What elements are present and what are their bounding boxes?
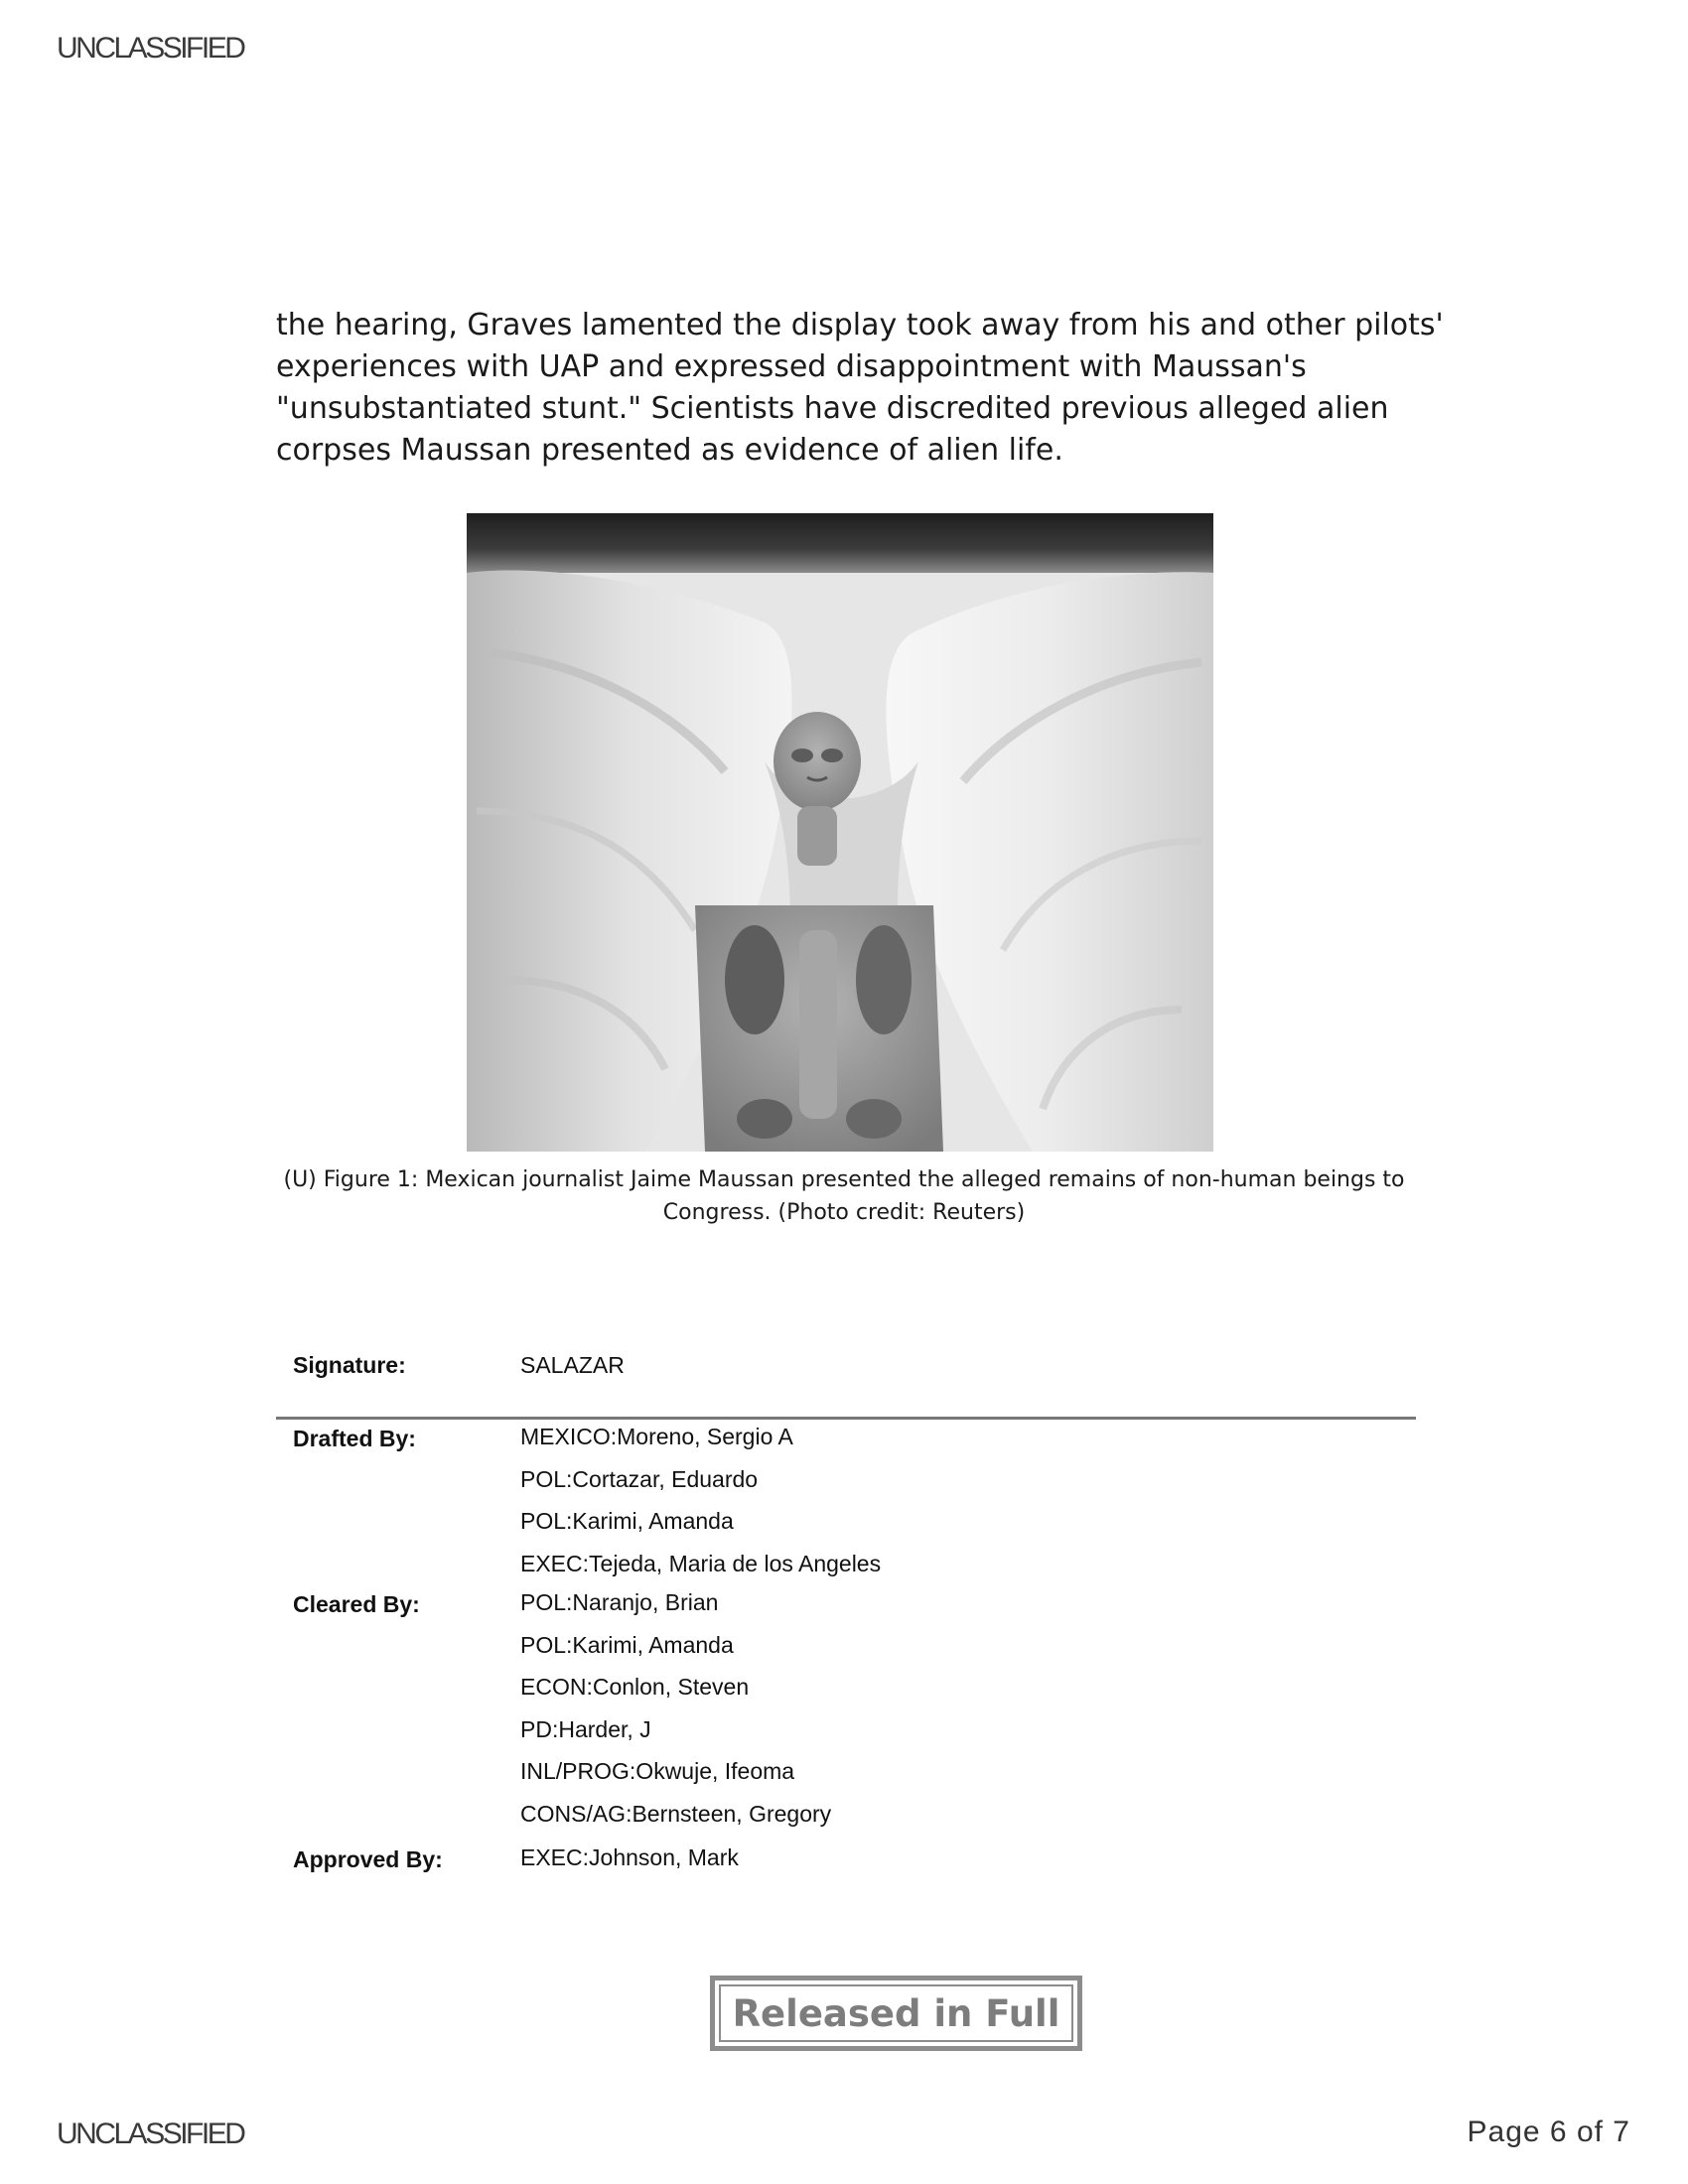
release-stamp-text: Released in Full <box>719 1984 1073 2042</box>
figure-photo <box>467 513 1213 1152</box>
caption-line: Congress. (Photo credit: Reuters) <box>662 1200 1026 1225</box>
classification-footer: UNCLASSIFIED <box>57 2117 244 2150</box>
cleared-by-name: PD:Harder, J <box>520 1715 651 1742</box>
figure-caption <box>248 1163 1440 1229</box>
signature-label: Signature: <box>293 1352 406 1378</box>
drafted-by-list <box>520 1416 881 1584</box>
figure-photo-illustration <box>467 513 1213 1152</box>
cleared-by-name: POL:Naranjo, Brian <box>520 1589 719 1615</box>
cleared-by-list <box>520 1581 831 1835</box>
page-number: Page 6 of 7 <box>1467 2116 1630 2148</box>
caption-line: (U) Figure 1: Mexican journalist Jaime Maussan presented the alleged remains of non-human beings to <box>283 1167 1405 1192</box>
body-line: corpses Maussan presented as evidence of alien life. <box>276 433 1063 468</box>
drafted-by-label: Drafted By: <box>293 1426 416 1451</box>
drafted-by-name: POL:Cortazar, Eduardo <box>520 1465 759 1492</box>
drafted-by-name: EXEC:Tejeda, Maria de los Angeles <box>520 1550 882 1576</box>
body-line: experiences with UAP and expressed disappointment with Maussan's <box>276 349 1307 384</box>
drafted-by-name: MEXICO:Moreno, Sergio A <box>520 1424 793 1449</box>
signature-value: SALAZAR <box>520 1352 625 1378</box>
classification-header: UNCLASSIFIED <box>57 32 244 65</box>
release-stamp <box>710 1976 1082 2051</box>
cleared-by-name: ECON:Conlon, Steven <box>520 1674 750 1700</box>
approved-by-name: EXEC:Johnson, Mark <box>520 1844 739 1870</box>
approved-by-list <box>520 1837 739 1879</box>
cleared-by-name: POL:Karimi, Amanda <box>520 1631 734 1658</box>
drafted-by-name: POL:Karimi, Amanda <box>520 1508 734 1534</box>
cleared-by-name: CONS/AG:Bernsteen, Gregory <box>520 1800 832 1827</box>
body-paragraph <box>276 305 1444 472</box>
approved-by-label: Approved By: <box>293 1846 443 1872</box>
body-line: "unsubstantiated stunt." Scientists have discredited previous alleged alien <box>276 391 1389 426</box>
cleared-by-label: Cleared By: <box>293 1591 420 1617</box>
body-line: the hearing, Graves lamented the display took away from his and other pilots' <box>276 308 1444 342</box>
cleared-by-name: INL/PROG:Okwuje, Ifeoma <box>520 1758 795 1784</box>
